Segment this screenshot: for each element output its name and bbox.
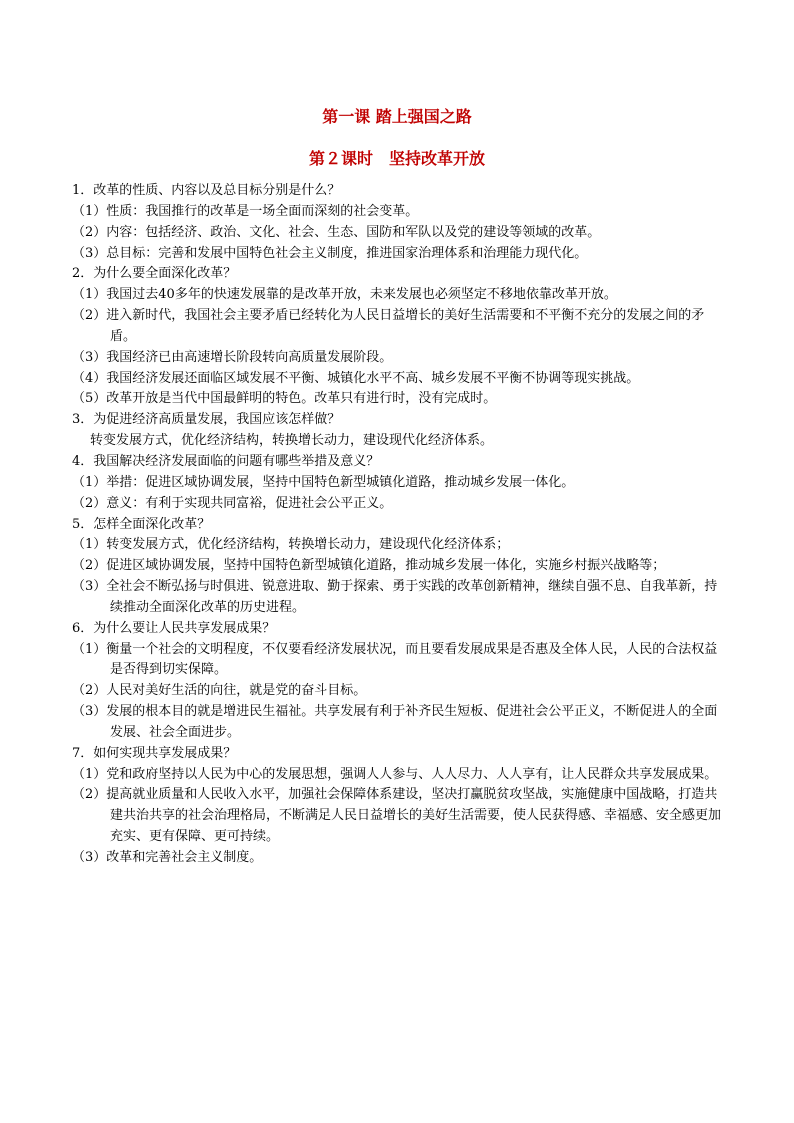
answer-item: （1）党和政府坚持以人民为中心的发展思想，强调人人参与、人人尽力、人人享有，让人民群众共享发展成果。 <box>72 766 718 782</box>
question-3: 3．为促进经济高质量发展，我国应该怎样做？ <box>72 412 341 428</box>
answer-item: （1）举措：促进区域协调发展，坚持中国特色新型城镇化道路，推动城乡发展一体化。 <box>72 474 575 490</box>
answer-item: （2）促进区域协调发展，坚持中国特色新型城镇化道路，推动城乡发展一体化，实施乡村振兴战略等； <box>72 558 666 574</box>
answer-item: （2）提高就业质量和人民收入水平，加强社会保障体系建设，坚决打赢脱贫攻坚战，实施健康中国战略，打造共建共治共享的社会治理格局，不断满足人民日益增长的美好生活需要，使人民获得感、幸福感、安全感更加充实、更有保障、更可持续。 <box>72 787 722 845</box>
answer-item: （1）转变发展方式，优化经济结构，转换增长动力，建设现代化经济体系； <box>72 537 510 553</box>
question-2: 2．为什么要全面深化改革？ <box>72 266 237 282</box>
page-subtitle: 第２课时 坚持改革开放 <box>308 149 485 168</box>
answer-item: （3）全社会不断弘扬与时俱进、锐意进取、勤于探索、勇于实践的改革创新精神，继续自强不息、自我革新，持续推动全面深化改革的历史进程。 <box>72 579 718 615</box>
answer-item: （3）我国经济已由高速增长阶段转向高质量发展阶段。 <box>72 349 393 365</box>
answer-item: （1）性质：我国推行的改革是一场全面而深刻的社会变革。 <box>72 203 419 219</box>
answer-item: （2）人民对美好生活的向往，就是党的奋斗目标。 <box>72 683 367 699</box>
answer-text: 转变发展方式，优化经济结构，转换增长动力，建设现代化经济体系。 <box>90 433 494 449</box>
answer-item: （3）改革和完善社会主义制度。 <box>72 850 263 865</box>
answer-item: （3）总目标：完善和发展中国特色社会主义制度，推进国家治理体系和治理能力现代化。 <box>72 245 588 261</box>
answer-item: （1）衡量一个社会的文明程度，不仅要看经济发展状况，而且要看发展成果是否惠及全体人民，人民的合法权益是否得到切实保障。 <box>72 641 718 678</box>
answer-item: （4）我国经济发展还面临区域发展不平衡、城镇化水平不高、城乡发展不平衡不协调等现实挑战。 <box>72 370 640 386</box>
question-4: 4．我国解决经济发展面临的问题有哪些举措及意义？ <box>72 453 380 469</box>
question-1: 1．改革的性质、内容以及总目标分别是什么？ <box>72 183 341 198</box>
document-body <box>72 181 728 869</box>
answer-item: （3）发展的根本目的就是增进民生福祉。共享发展有利于补齐民生短板、促进社会公平正义，不断促进人的全面发展、社会全面进步。 <box>72 704 718 740</box>
page-title: 第一课 踏上强国之路 <box>322 107 472 126</box>
question-6: 6．为什么要让人民共享发展成果？ <box>72 620 276 636</box>
answer-item: （5）改革开放是当代中国最鲜明的特色。改革只有进行时，没有完成时。 <box>72 391 497 407</box>
question-5: 5．怎样全面深化改革？ <box>72 516 211 532</box>
question-7: 7．如何实现共享发展成果？ <box>72 745 237 761</box>
answer-item: （2）内容：包括经济、政治、文化、社会、生态、国防和军队以及党的建设等领域的改革。 <box>72 224 601 240</box>
answer-item: （2）进入新时代，我国社会主要矛盾已经转化为人民日益增长的美好生活需要和不平衡不充分的发展之间的矛盾。 <box>72 308 705 344</box>
answer-item: （1）我国过去40多年的快速发展靠的是改革开放，未来发展也必须坚定不移地依靠改革开放。 <box>72 287 617 303</box>
answer-item: （2）意义：有利于实现共同富裕，促进社会公平正义。 <box>72 495 393 511</box>
